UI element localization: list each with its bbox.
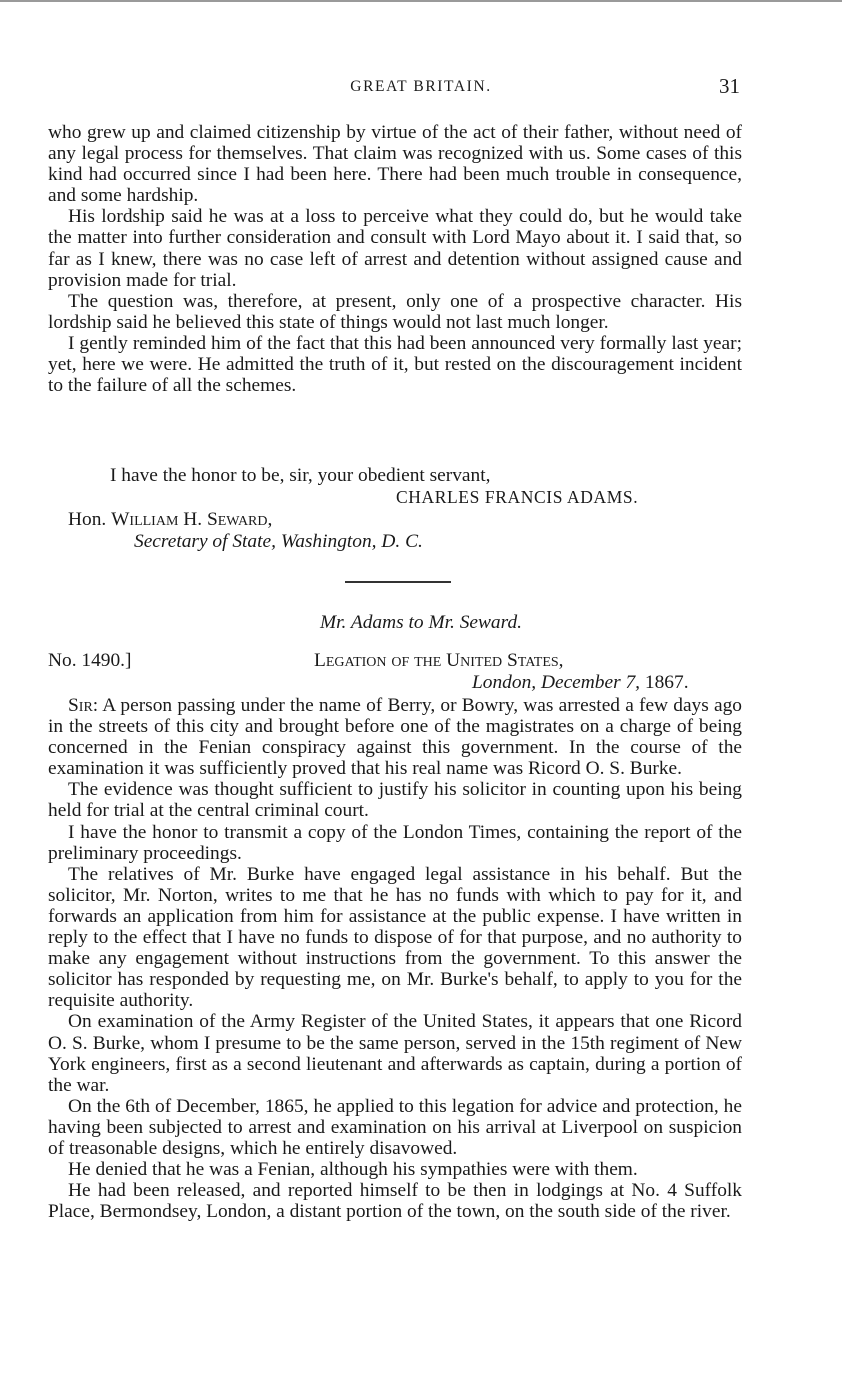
dateline-year: 1867. <box>644 672 689 693</box>
continuation-text <box>48 122 742 396</box>
page-top-rule <box>0 0 842 2</box>
paragraph: who grew up and claimed citizenship by virtue of the act of their father, without need of any legal process for themselves. That claim was recognized with us. Some cases of this kind had occurred since I had been here. There had been much trouble in consequence, and some hardship. <box>48 122 742 207</box>
paragraph: On the 6th of December, 1865, he applied to this legation for advice and protection, he having been subjected to arrest and examination on his arrival at Liverpool on suspicion of treasonable designs, which he entirely disavowed. <box>48 1095 742 1159</box>
addressee-name: William H. Seward, <box>111 509 273 530</box>
paragraph <box>48 695 742 779</box>
legation-heading: Legation of the United States, <box>314 650 564 671</box>
paragraph: On examination of the Army Register of the United States, it appears that one Ricord O. S. Burke, whom I presume to be the same person, served in the 15th regiment of New York engineers, first as a second lieutenant and afterwards as captain, during a portion of the war. <box>48 1011 742 1096</box>
dateline <box>472 672 689 694</box>
addressee-title: Secretary of State, Washington, D. C. <box>134 531 423 552</box>
addressee <box>68 509 272 530</box>
paragraph: I have the honor to transmit a copy of the London Times, containing the report of the preliminary proceedings. <box>48 821 742 864</box>
paragraph: The evidence was thought sufficient to justify his solicitor in counting upon his being held for trial at the central criminal court. <box>48 779 742 822</box>
section-divider <box>345 581 451 583</box>
paragraph-text: A person passing under the name of Berry, or Bowry, was arrested a few days ago in the streets of this city and brought before one of the magistrates on a charge of being concerned in the Fenian conspiracy against this government. In the course of the examination it was sufficiently proved that his real name was Ricord O. S. Burke. <box>48 695 742 780</box>
letter-title: Mr. Adams to Mr. Seward. <box>320 612 522 633</box>
dateline-place: London, <box>472 672 537 693</box>
paragraph: He had been released, and reported himself to be then in lodgings at No. 4 Suffolk Place, Bermondsey, London, a distant portion of the town, on the south side of the river. <box>48 1180 742 1223</box>
paragraph: He denied that he was a Fenian, although his sympathies were with them. <box>68 1159 638 1181</box>
running-head: GREAT BRITAIN. <box>350 78 492 95</box>
document-number: No. 1490.] <box>48 650 132 671</box>
letter-body <box>48 695 742 1222</box>
paragraph: His lordship said he was at a loss to perceive what they could do, but he would take the matter into further consideration and consult with Lord Mayo about it. I said that, so far as I knew, there was no case left of arrest and detention without assigned cause and provision made for trial. <box>48 206 742 291</box>
paragraph: The relatives of Mr. Burke have engaged legal assistance in his behalf. But the solicitor, Mr. Norton, writes to me that he has no funds with which to pay for it, and forwards an application from him for assistance at the public expense. I have written in reply to the effect that I have no funds to dispose of for that purpose, and no authority to make any engagement without instructions from the government. To this answer the solicitor has responded by requesting me, on Mr. Burke's behalf, to apply to you for the requisite authority. <box>48 863 742 1012</box>
closing-line: I have the honor to be, sir, your obedient servant, <box>110 465 491 486</box>
signature: CHARLES FRANCIS ADAMS. <box>396 487 639 507</box>
page-number: 31 <box>719 74 740 98</box>
addressee-prefix: Hon. <box>68 509 107 530</box>
salutation: Sir: <box>68 695 99 716</box>
dateline-month-day: December 7, <box>540 672 641 693</box>
paragraph: I gently reminded him of the fact that this had been announced very formally last year; yet, here we were. He admitted the truth of it, but rested on the discouragement incident to the failure of all the schemes. <box>48 332 742 397</box>
paragraph: The question was, therefore, at present, only one of a prospective character. His lordship said he believed this state of things would not last much longer. <box>48 290 742 333</box>
